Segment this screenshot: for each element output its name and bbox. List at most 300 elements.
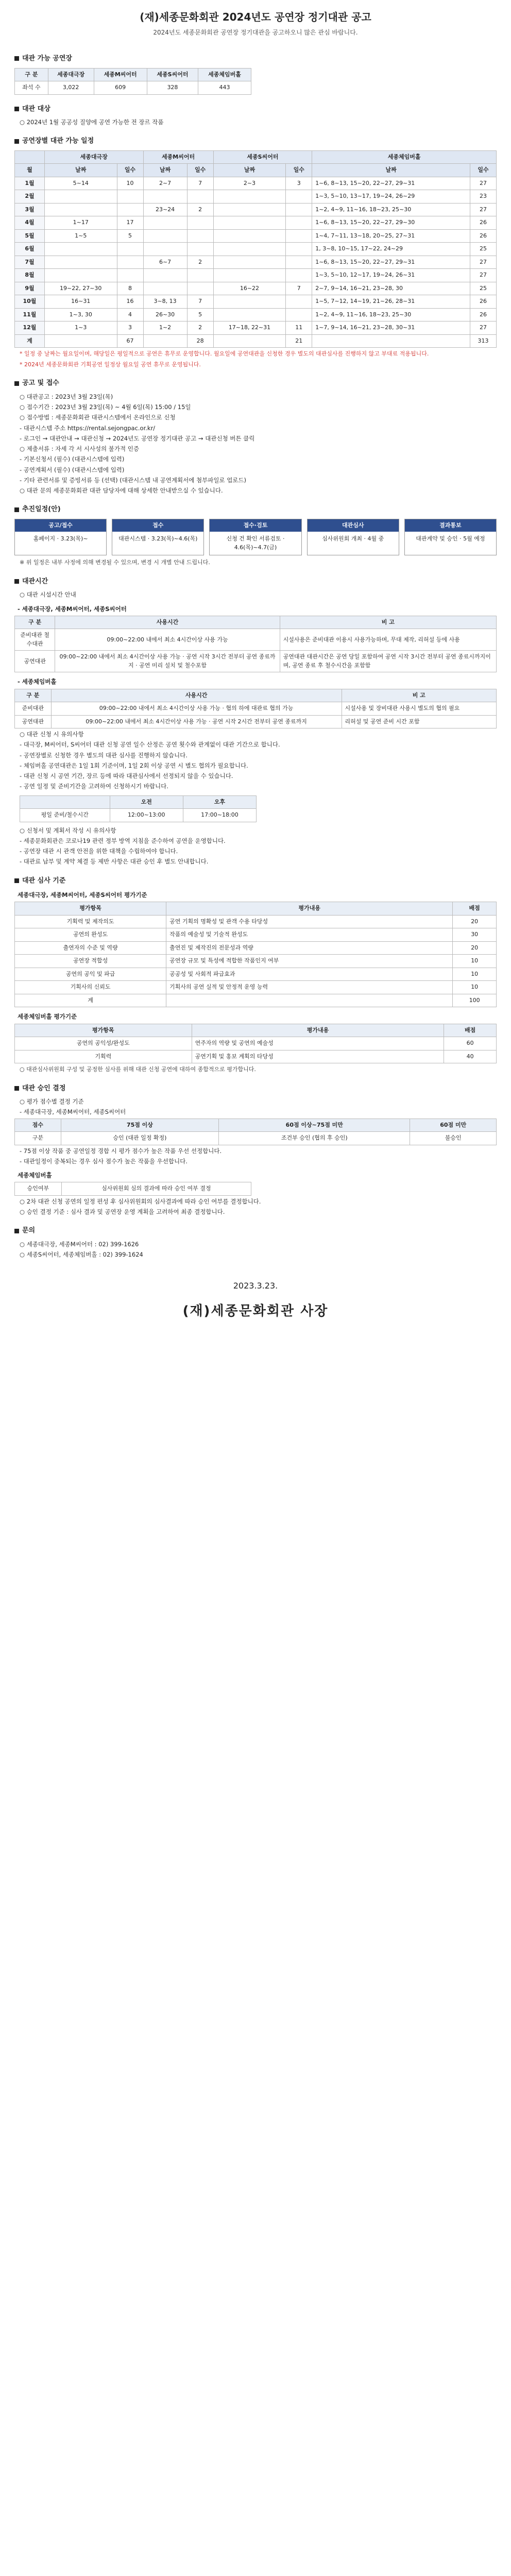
hours-note: - 대관료 납부 및 계약 체결 등 제반 사항은 대관 승인 후 별도 안내합니다.: [20, 858, 209, 866]
table-cell: 4월: [15, 216, 45, 230]
section-timeline: [14, 504, 497, 515]
table-cell: [187, 229, 213, 243]
table-cell: 328: [147, 81, 198, 95]
table-header: 세종M씨어터: [143, 150, 213, 164]
table-cell: 2: [187, 256, 213, 269]
square-bullet-icon: [14, 579, 19, 584]
table-cell: [286, 243, 312, 256]
footer-signature: (재)세종문화회관 사장: [182, 1303, 329, 1319]
decision-note: - 대관일정이 중복되는 경우 심사 점수가 높은 작품을 우선합니다.: [20, 1157, 188, 1165]
table-cell: 6~7: [143, 256, 187, 269]
section-title: 대관 가능 공연장: [22, 55, 72, 62]
table-cell: 불승인: [410, 1132, 497, 1145]
table-row: [15, 968, 497, 981]
table-cell: 심사위원회 심의 결과에 따라 승인 여부 결정: [61, 1182, 251, 1196]
table-cell: 2월: [15, 190, 45, 204]
table-cell: [44, 269, 117, 282]
timeline-step-title: 접수·검토: [210, 519, 301, 532]
table-cell: [213, 295, 286, 309]
table-cell: 계: [15, 334, 45, 348]
table-cell: [213, 229, 286, 243]
table-cell: 준비대관 철수대관: [15, 629, 55, 651]
schedule-note: * 2024년 세종문화회관 기획공연 일정상 월요일 공연 휴무로 운영됩니다.: [20, 361, 201, 368]
section-title: 대관시간: [22, 577, 48, 585]
table-cell: 28: [187, 334, 213, 348]
table-cell: [44, 256, 117, 269]
table-cell: 출연진 및 제작진의 전문성과 역량: [166, 941, 453, 955]
target-text: ○ 2024년 1월 공공성 질양에 공연 가능한 전 장르 작품: [20, 118, 164, 126]
table-cell: [213, 190, 286, 204]
table-cell: 27: [470, 256, 496, 269]
table-cell: 5~14: [44, 177, 117, 190]
table-cell: 16: [117, 295, 143, 309]
table-cell: [143, 282, 187, 295]
table-header: 75점 이상: [61, 1118, 218, 1132]
table-cell: 40: [444, 1050, 497, 1063]
table-row: [15, 702, 497, 716]
table-cell: 17: [117, 216, 143, 230]
table-header: 세종체임버홀: [198, 68, 251, 81]
table-cell: 작품의 예술성 및 기술적 완성도: [166, 928, 453, 942]
table-cell: 공연대관: [15, 651, 55, 672]
hours-note: - 체임버홀 공연대관은 1일 1회 기준이며, 1일 2회 이상 공연 시 별도 협의가 필요합니다.: [20, 761, 248, 769]
timeline-step-body: 신청 건 확인 서류검토 · 4.6(목)~4.7(금): [226, 535, 285, 551]
table-header: 세종S씨어터: [147, 68, 198, 81]
table-cell: [213, 216, 286, 230]
page-title: (재)세종문화회관 2024년도 공연장 정기대관 공고: [140, 11, 371, 23]
table-cell: [286, 269, 312, 282]
table-cell: 1~3, 5~10, 12~17, 19~24, 26~31: [312, 269, 470, 282]
table-header: 구 분: [15, 689, 52, 702]
table-cell: 313: [470, 334, 496, 348]
table-header: 60점 이상~75점 미만: [219, 1118, 410, 1132]
table-row: [15, 955, 497, 968]
hours-note: ○ 대관 신청 시 유의사항: [20, 731, 84, 738]
table-cell: 17:00~18:00: [183, 809, 256, 822]
decision-group-b: 세종체임버홀: [18, 1172, 52, 1179]
table-cell: [213, 203, 286, 216]
table-cell: 공연기획 및 홍보 계획의 타당성: [192, 1050, 444, 1063]
table-subheader: 일수: [117, 164, 143, 177]
table-cell: [187, 216, 213, 230]
table-cell: [187, 269, 213, 282]
timeline-step-title: 접수: [112, 519, 203, 532]
table-cell: [166, 994, 453, 1007]
table-cell: 2~3: [213, 177, 286, 190]
application-item: - 대관시스템 주소 https://rental.sejongpac.or.kr/: [20, 424, 156, 432]
table-row: [15, 295, 497, 309]
table-cell: 25: [470, 282, 496, 295]
table-cell: [143, 190, 187, 204]
table-cell: [286, 256, 312, 269]
table-cell: 5: [117, 229, 143, 243]
table-cell: 20: [453, 941, 497, 955]
square-bullet-icon: [14, 1086, 19, 1091]
section-title: 대관 심사 기준: [22, 876, 66, 885]
table-header: 세종S씨어터: [213, 150, 312, 164]
table-subheader: 일수: [470, 164, 496, 177]
table-cell: 1~3, 5~10, 13~17, 19~24, 26~29: [312, 190, 470, 204]
square-bullet-icon: [14, 507, 19, 512]
hours-subtitle: ○ 대관 시설시간 안내: [20, 591, 76, 599]
table-cell: [143, 269, 187, 282]
table-row: [15, 269, 497, 282]
table-cell: 2~7, 9~14, 16~21, 23~28, 30: [312, 282, 470, 295]
table-cell: 조건부 승인 (협의 후 승인): [219, 1132, 410, 1145]
hours-note: - 대극장, M씨어터, S씨어터 대관 신청 공연 일수 산정은 공연 횟수와 관계없이 대관 기간으로 합니다.: [20, 741, 280, 749]
table-row: [15, 203, 497, 216]
table-cell: 20: [453, 915, 497, 928]
table-cell: 27: [470, 269, 496, 282]
table-cell: 1~6, 8~13, 15~20, 22~27, 29~31: [312, 256, 470, 269]
section-title: 대관 승인 결정: [22, 1084, 66, 1092]
table-row: [15, 928, 497, 942]
table-cell: [143, 229, 187, 243]
table-cell: 5월: [15, 229, 45, 243]
table-header: 세종대극장: [48, 68, 94, 81]
table-cell: 26: [470, 295, 496, 309]
table-header: 비 고: [280, 616, 496, 629]
table-header: 배점: [453, 902, 497, 916]
table-header: 배점: [444, 1024, 497, 1037]
section-hours: [14, 577, 497, 587]
table-header: 점수: [15, 1118, 61, 1132]
application-item: ○ 대관공고 : 2023년 3월 23일(목): [20, 393, 113, 400]
table-cell: 7: [187, 295, 213, 309]
table-row: [15, 981, 497, 994]
table-cell: 1~2: [143, 321, 187, 335]
table-subheader: 날짜: [312, 164, 470, 177]
table-cell: [117, 243, 143, 256]
table-cell: 3월: [15, 203, 45, 216]
application-item: ○ 접수기간 : 2023년 3월 23일(목) ~ 4월 6일(목) 15:00 / 15일: [20, 403, 191, 411]
table-cell: 23~24: [143, 203, 187, 216]
decision-note: - 75점 이상 작품 중 공연일정 경합 시 평가 점수가 높은 작품 우선 선정합니다.: [20, 1147, 222, 1155]
timeline-step-body: 대관시스템 · 3.23(목)~4.6(목): [118, 535, 198, 543]
table-cell: 3~8, 13: [143, 295, 187, 309]
section-decision: [14, 1083, 497, 1094]
table-row: [15, 915, 497, 928]
table-row: [15, 629, 497, 651]
table-header: 평가내용: [192, 1024, 444, 1037]
table-cell: 30: [453, 928, 497, 942]
timeline-step-body: 심사위원회 개최 · 4월 중: [322, 535, 384, 543]
table-cell: 1월: [15, 177, 45, 190]
table-row: [15, 334, 497, 348]
decision-item: - 세종대극장, 세종M씨어터, 세종S씨어터: [20, 1108, 126, 1116]
table-cell: 공연 기획의 명확성 및 관객 수용 타당성: [166, 915, 453, 928]
timeline-step: [14, 519, 107, 556]
table-cell: [213, 243, 286, 256]
table-cell: 12:00~13:00: [110, 809, 183, 822]
table-header: 세종M씨어터: [94, 68, 147, 81]
table-cell: [312, 334, 470, 348]
table-row: [15, 308, 497, 321]
criteria-intro: 세종대극장, 세종M씨어터, 세종S씨어터 평가기준: [18, 891, 147, 899]
footer-date: 2023.3.23.: [233, 1281, 278, 1291]
table-cell: 2: [187, 203, 213, 216]
timeline-step: [307, 519, 399, 556]
table-cell: 좌석 수: [15, 81, 48, 95]
table-cell: [286, 308, 312, 321]
table-cell: 5: [187, 308, 213, 321]
hours-table-b: [14, 689, 497, 729]
timeline-step-title: 대관심사: [308, 519, 399, 532]
table-header: 세종대극장: [44, 150, 143, 164]
table-cell: 공공성 및 사회적 파급효과: [166, 968, 453, 981]
table-cell: 23: [470, 190, 496, 204]
table-cell: 27: [470, 203, 496, 216]
application-item: - 기타 관련서류 및 증빙서류 등 (선택) (대관시스템 내 공연계획서에 첨부파일로 업로드): [20, 476, 247, 484]
table-cell: 1~6, 8~13, 15~20, 22~27, 29~30: [312, 216, 470, 230]
table-cell: 시설사용 및 장비대관 사용시 별도의 협의 필요: [342, 702, 496, 716]
table-cell: 10: [453, 981, 497, 994]
table-cell: 기획사의 공연 실적 및 안정적 운영 능력: [166, 981, 453, 994]
table-header: 비 고: [342, 689, 496, 702]
table-cell: 09:00~22:00 내에서 최소 4시간이상 사용 가능 · 협의 하에 대관료 협의 가능: [51, 702, 342, 716]
table-cell: 2: [187, 321, 213, 335]
table-row: [15, 243, 497, 256]
table-cell: [286, 190, 312, 204]
table-cell: 1~6, 8~13, 15~20, 22~27, 29~31: [312, 177, 470, 190]
table-cell: 09:00~22:00 내에서 최소 4시간이상 사용 가능 · 공연 시작 2시간 전부터 공연 종료까지: [51, 715, 342, 728]
table-cell: 기획력 및 제작의도: [15, 915, 166, 928]
table-cell: 공연장 적합성: [15, 955, 166, 968]
table-cell: 10: [453, 968, 497, 981]
table-subheader: 날짜: [213, 164, 286, 177]
table-cell: 10: [453, 955, 497, 968]
fee-time-table: [20, 795, 257, 822]
table-header: 구 분: [15, 68, 48, 81]
section-schedule: [14, 136, 497, 146]
table-cell: 26: [470, 229, 496, 243]
table-row: [15, 1050, 497, 1063]
table-row: [15, 229, 497, 243]
application-item: ○ 접수방법 : 세종문화회관 대관시스템에서 온라인으로 신청: [20, 414, 176, 421]
application-item: ○ 대관 문의 세종문화회관 대관 담당자에 대해 상세한 안내받으실 수 있습니다.: [20, 487, 223, 494]
application-item: - 공연계획서 (필수) (대관시스템에 입력): [20, 466, 125, 473]
table-cell: 1~7, 9~14, 16~21, 23~28, 30~31: [312, 321, 470, 335]
table-row: [15, 715, 497, 728]
table-subheader: 일수: [187, 164, 213, 177]
timeline-step-body: 대관계약 및 승인 · 5월 예정: [416, 535, 485, 543]
table-header: 60점 미만: [410, 1118, 497, 1132]
timeline-step: [112, 519, 204, 556]
table-header: [15, 150, 45, 164]
table-cell: [286, 216, 312, 230]
square-bullet-icon: [14, 381, 19, 386]
decision-table: [14, 1118, 497, 1145]
table-row: [15, 282, 497, 295]
schedule-note: * 일정 중 날짜는 월요일이며, 해당일은 평일적으로 공연은 휴무로 운영합니다. 월요일에 공연대관을 신청한 경우 별도의 대관심사를 진행하지 않고 부대료 적용됩니다.: [20, 350, 429, 358]
table-cell: 7월: [15, 256, 45, 269]
table-cell: 609: [94, 81, 147, 95]
table-cell: 1~3: [44, 321, 117, 335]
section-application: [14, 378, 497, 388]
section-contact: [14, 1226, 497, 1236]
table-cell: 27: [470, 177, 496, 190]
table-cell: 100: [453, 994, 497, 1007]
table-row: [15, 190, 497, 204]
table-header: 평가항목: [15, 902, 166, 916]
timeline-step-title: 결과통보: [405, 519, 496, 532]
table-cell: 공연의 공익성/완성도: [15, 1037, 192, 1050]
table-cell: [143, 334, 187, 348]
table-row: [15, 321, 497, 335]
table-cell: 6월: [15, 243, 45, 256]
criteria-intro-b: 세종체임버홀 평가기준: [18, 1013, 77, 1021]
table-header: 사용시간: [51, 689, 342, 702]
table-cell: [286, 203, 312, 216]
page-header: [14, 5, 497, 44]
table-row: [15, 994, 497, 1007]
table-header: 구 분: [15, 616, 55, 629]
table-cell: 21: [286, 334, 312, 348]
table-cell: 리허설 및 공연 준비 시간 포함: [342, 715, 496, 728]
table-cell: 443: [198, 81, 251, 95]
timeline-flow: [14, 519, 497, 556]
table-cell: 공연대관: [15, 715, 52, 728]
page-footer: [14, 1280, 497, 1321]
table-cell: [44, 243, 117, 256]
table-cell: [187, 190, 213, 204]
table-cell: 1, 3~8, 10~15, 17~22, 24~29: [312, 243, 470, 256]
square-bullet-icon: [14, 1229, 19, 1233]
hours-note: - 공연장별로 신청한 경우 별도의 대관 심사를 진행하지 않습니다.: [20, 751, 188, 759]
table-cell: [143, 216, 187, 230]
hours-note: - 공연 일정 및 준비기간을 고려하여 신청하시기 바랍니다.: [20, 783, 168, 790]
timeline-step: [404, 519, 497, 556]
table-cell: 27: [470, 321, 496, 335]
contact-item: ○ 세종S씨어터, 세종체임버홀 : 02) 399-1624: [20, 1251, 143, 1258]
hours-note: - 공연장 대관 시 관객 안전을 위한 대책을 수립하여야 합니다.: [20, 848, 178, 855]
table-cell: [213, 308, 286, 321]
table-cell: 17~18, 22~31: [213, 321, 286, 335]
table-cell: 10월: [15, 295, 45, 309]
table-cell: [286, 229, 312, 243]
table-cell: 평일 준비/철수시간: [20, 809, 110, 822]
table-cell: [187, 243, 213, 256]
table-row: [15, 256, 497, 269]
square-bullet-icon: [14, 56, 19, 61]
venue-table: [14, 68, 251, 95]
timeline-step: [209, 519, 301, 556]
hours-note: - 대관 신청 시 공연 기간, 장르 등에 따라 대관심사에서 선정되지 않을 수 있습니다.: [20, 772, 233, 779]
section-venues: [14, 54, 497, 64]
table-cell: 16~22: [213, 282, 286, 295]
table-cell: 7: [187, 177, 213, 190]
table-cell: [213, 334, 286, 348]
table-cell: 25: [470, 243, 496, 256]
table-cell: 승인 (대관 일정 확정): [61, 1132, 218, 1145]
criteria-table: [14, 902, 497, 1007]
table-cell: 기획사의 신뢰도: [15, 981, 166, 994]
table-cell: 09:00~22:00 내에서 최소 4시간이상 사용 가능: [55, 629, 280, 651]
table-cell: 승인여부: [15, 1182, 62, 1196]
table-cell: [187, 282, 213, 295]
table-cell: 12월: [15, 321, 45, 335]
table-cell: 기획력: [15, 1050, 192, 1063]
table-subheader: 일수: [286, 164, 312, 177]
square-bullet-icon: [14, 107, 19, 111]
table-cell: 1~5, 7~12, 14~19, 21~26, 28~31: [312, 295, 470, 309]
hours-table-a: [14, 616, 497, 673]
table-cell: 3,022: [48, 81, 94, 95]
table-cell: 11월: [15, 308, 45, 321]
table-header: 평가내용: [166, 902, 453, 916]
hours-note: ○ 신청서 및 계획서 작성 시 유의사항: [20, 826, 116, 834]
table-cell: 공연장 규모 및 특성에 적합한 작품인지 여부: [166, 955, 453, 968]
table-row: [15, 941, 497, 955]
decision-table-b: [14, 1182, 251, 1196]
table-cell: 출연자의 수준 및 역량: [15, 941, 166, 955]
table-cell: [117, 256, 143, 269]
table-cell: 26~30: [143, 308, 187, 321]
criteria-table-b: [14, 1024, 497, 1064]
table-cell: [213, 269, 286, 282]
decision-note: ○ 승인 결정 기준 : 심사 결과 및 공연장 운영 계획을 고려하여 최종 결정합니다.: [20, 1208, 225, 1215]
table-cell: 8: [117, 282, 143, 295]
table-cell: 3: [117, 321, 143, 335]
hours-group-b: - 세종체임버홀: [18, 678, 57, 686]
table-cell: [44, 334, 117, 348]
table-cell: 10: [117, 177, 143, 190]
table-cell: 1~3, 30: [44, 308, 117, 321]
timeline-step-title: 공고/접수: [15, 519, 106, 532]
table-header: 오전: [110, 795, 183, 809]
table-row: [15, 651, 497, 672]
table-cell: 공연대관 대관시간은 공연 당일 포함하여 공연 시작 3시간 전부터 공연 종료시까지이며, 공연 종료 후 철수시간을 포함함: [280, 651, 496, 672]
schedule-table: [14, 150, 497, 348]
table-cell: 1~2, 4~9, 11~16, 18~23, 25~30: [312, 203, 470, 216]
timeline-note: ※ 위 일정은 내부 사정에 의해 변경될 수 있으며, 변경 시 개별 안내 드립니다.: [20, 559, 210, 566]
table-header: 평가항목: [15, 1024, 192, 1037]
table-cell: 계: [15, 994, 166, 1007]
hours-group-a: - 세종대극장, 세종M씨어터, 세종S씨어터: [18, 605, 127, 613]
table-cell: 공연의 공익 및 파급: [15, 968, 166, 981]
table-cell: [117, 190, 143, 204]
table-header: 오후: [183, 795, 256, 809]
table-subheader: 월: [15, 164, 45, 177]
table-cell: 9월: [15, 282, 45, 295]
table-header: [20, 795, 110, 809]
table-cell: 8월: [15, 269, 45, 282]
hours-note: - 세종문화회관은 코로나19 관련 정부 방역 지침을 준수하여 공연을 운영합니다.: [20, 837, 226, 844]
table-cell: 2~7: [143, 177, 187, 190]
table-cell: 4: [117, 308, 143, 321]
section-title: 대관 대상: [22, 105, 50, 113]
square-bullet-icon: [14, 878, 19, 883]
table-cell: 60: [444, 1037, 497, 1050]
table-cell: 1~5: [44, 229, 117, 243]
table-cell: [117, 269, 143, 282]
table-cell: 구분: [15, 1132, 61, 1145]
table-cell: [286, 295, 312, 309]
application-item: - 로그인 → 대관안내 → 대관신청 → 2024년도 공연장 정기대관 공고 → 대관신청 버튼 클릭: [20, 434, 255, 442]
table-cell: 1~4, 7~11, 13~18, 20~25, 27~31: [312, 229, 470, 243]
table-row: [15, 216, 497, 230]
table-cell: 19~22, 27~30: [44, 282, 117, 295]
application-item: ○ 제출서류 : 자세 각 서 시사성의 불가적 인증: [20, 445, 140, 452]
timeline-step-body: 홈페이지 · 3.23(목)~: [33, 535, 88, 543]
table-subheader: 날짜: [143, 164, 187, 177]
table-header: 사용시간: [55, 616, 280, 629]
table-cell: [213, 256, 286, 269]
table-subheader: 날짜: [44, 164, 117, 177]
section-title: 공연장별 대관 가능 일정: [22, 137, 94, 145]
table-cell: 7: [286, 282, 312, 295]
table-cell: 시설사용은 준비대관 이용시 사용가능하며, 무대 제작, 리허설 등에 사용: [280, 629, 496, 651]
